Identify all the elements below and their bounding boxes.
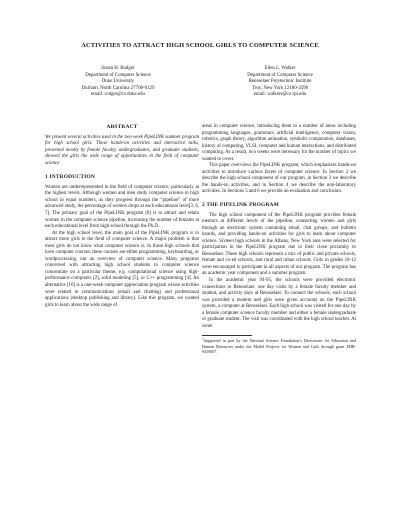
author-email: email: rodger@cs.duke.edu	[91, 92, 145, 98]
paper-title: ACTIVITIES TO ATTRACT HIGH SCHOOL GIRLS TO COMPUTER SCIENCE	[81, 42, 319, 49]
author-dept: Department of Computer Science	[247, 72, 313, 78]
author-institution: Duke University	[101, 79, 135, 85]
abstract-heading: ABSTRACT	[106, 124, 138, 130]
section-2-heading: 2 THE PIPELINK PROGRAM	[202, 202, 279, 209]
footnote-divider	[202, 335, 252, 336]
author-name: Ellen L. Walker	[264, 66, 296, 71]
author-dept: Department of Computer Science	[85, 72, 151, 78]
footnote-marker: 1	[202, 337, 204, 342]
footnote	[202, 338, 356, 354]
pipelink-paragraph: In the academic year 94-95, the schools were provided electronic connections to Rensselaer, one day visits by a female faculty member and student, and activity days at Rensselaer. To connect the schools, each school was provided a modem and girls were given accounts on the PipeLINK system, a computer at Rensselaer. Each high school was visited for one day by a female computer science faculty member and either a female undergraduate or graduate student. The visit was coordinated with the high school teacher. At some	[202, 278, 356, 329]
author-name: Susan H. Rodger	[101, 66, 135, 71]
abstract-text: We present several activities used in the two-week PipeLINK summer program for high school girls. These hands-on activities and interactive talks, presented mostly by female faculty, undergraduates, and graduate students, showed the girls the wide range of opportunities in the field of computer science	[45, 134, 199, 166]
author-block-rodger	[38, 66, 198, 99]
author-address: Durham, North Carolina 27708-0129	[81, 85, 155, 91]
intro-paragraph: Women are underrepresented in the field of computer science, particularly at the highest levels. Although women and men study computer science in high school in equal numbers, as they progress through the “pipeline” of more advanced study, the percentage of women drops at each educational level[3, 6, 7]. The primary goal of the PipeLINK program [8] is to attract and retain women in the computer science pipeline, increasing the number of females at each educational level from high school through the Ph.D.	[45, 184, 199, 230]
author-email: email: walkere@cs.rpi.edu	[253, 92, 307, 98]
section-1-heading: 1 INTRODUCTION	[45, 174, 95, 181]
author-block-walker	[200, 66, 360, 99]
author-address: Troy, New York 12180-3590	[251, 85, 309, 91]
intro-overview-paragraph: This paper overviews the PipeLINK program, which emphasizes hands-on activities to introduce various facets of computer science. In Section 2 we describe the high school component of our program, in Section 3 we describe the hands-on activities, and in Section 4 we describe the non-laboratory activities. In Sections 5 and 6 we provide an evaluation and conclusion.	[202, 163, 356, 195]
author-institution: Rensselaer Polytechnic Institute	[248, 79, 312, 85]
intro-paragraph: At the high school level, the main goal of the PipeLINK program is to attract more girls to the field of computer science. A major problem is that most girls do not know what computer science is. In those high schools that have computer courses, these courses are either programming, keyboarding, or wordprocessing, not an overview of computer science. Many programs concerned with attracting high school students to computer science concentrate on a particular theme, e.g. computational science using high-performance computers [2], solid modeling [5], or C++ programming [4]. An alternative [10] is a one-week computer appreciation program whose activities were related to communications (email and chatting) and professional applications (desktop publishing and library). Like this program, we wanted girls to learn about the wide range of	[45, 230, 199, 308]
footnote-text: Supported in part by the National Science Foundation’s Directorate for Education and Human Resources under the Model Projects for Women and Girls through grant EHR-9450007.	[202, 338, 356, 355]
pipelink-paragraph-text: The high school component of the PipeLINK program provides female mentors at different levels of the pipeline, connecting women and girls through an electronic system containing email, chat groups, and bulletin boards, and providing hands-on activities for girls to learn about computer science. Sixteen high schools in the Albany, New York area were selected for participation in the PipeLINK program due to their close proximity to Rensselaer. These high schools represent a mix of public and private schools, female and co-ed schools, and rural and urban schools. Girls in grades 10-12 were encouraged to participate in all aspects of our program. The program has an academic year component and a summer program.	[202, 212, 356, 277]
intro-continued-paragraph: areas in computer science, introducing them to a number of areas including programming languages, grammars, artificial intelligence, computer vision, robotics, graph theory, algorithm animation, symbolic computation, databases, history of computing, VLSI, computer and human interactions, and distributed computing. As a result, two weeks were necessary for the number of topics we wanted to cover.	[202, 124, 356, 162]
pipelink-paragraph	[202, 213, 356, 278]
left-column	[45, 124, 199, 309]
right-column	[202, 124, 356, 355]
